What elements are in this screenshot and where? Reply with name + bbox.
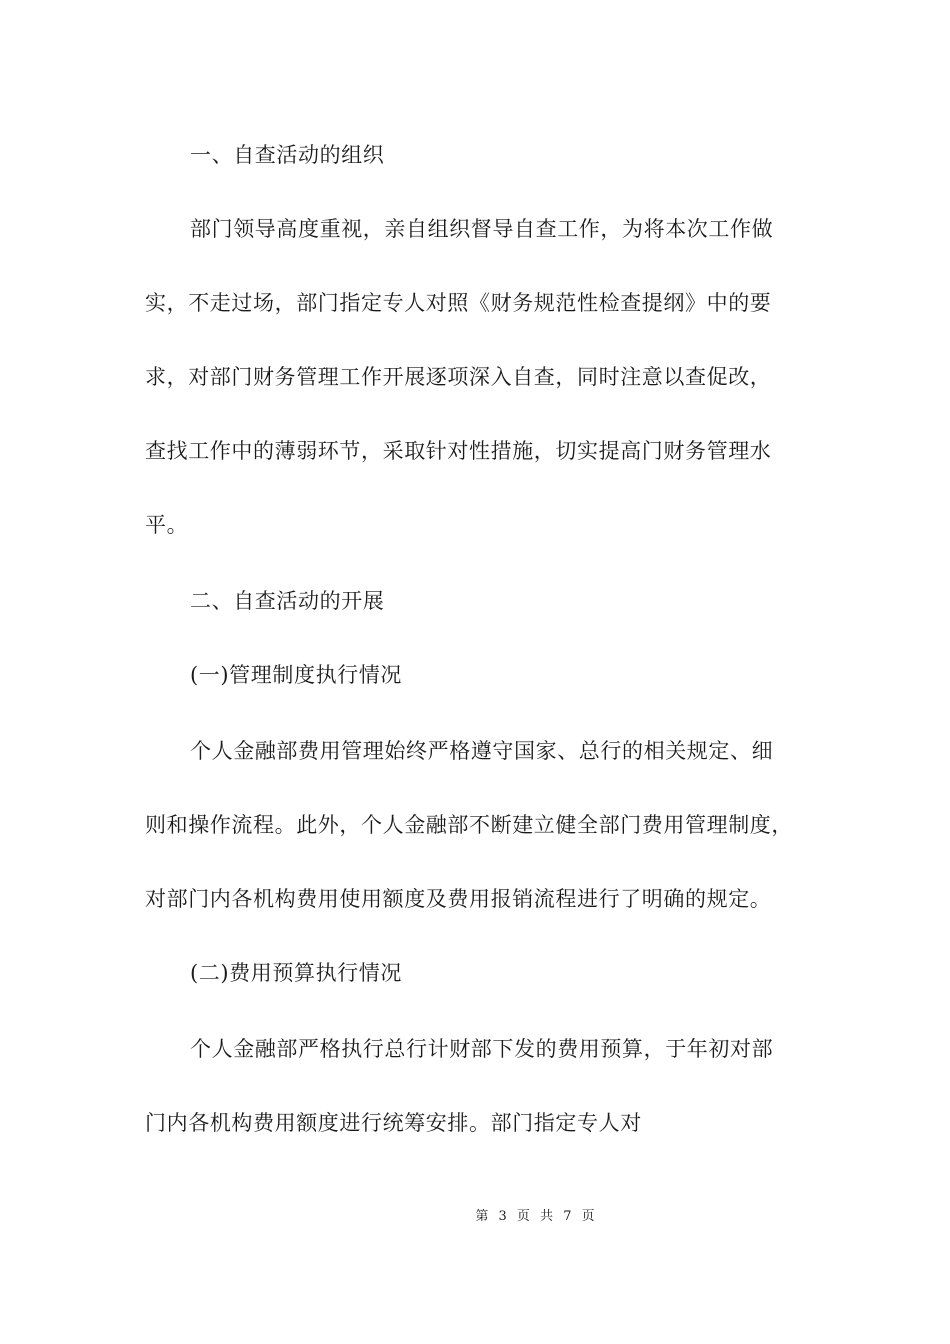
section-heading-development: 二、自查活动的开展 xyxy=(190,589,385,613)
paragraph-line: 求，对部门财务管理工作开展逐项深入自查，同时注意以查促改， xyxy=(145,365,772,389)
paragraph-line: 查找工作中的薄弱环节，采取针对性措施，切实提高门财务管理水 xyxy=(145,439,772,463)
paragraph-line: 个人金融部严格执行总行计财部下发的费用预算，于年初对部 xyxy=(190,1037,774,1061)
paragraph-line: 个人金融部费用管理始终严格遵守国家、总行的相关规定、细 xyxy=(190,739,774,763)
paragraph-line: 实，不走过场，部门指定专人对照《财务规范性检查提纲》中的要 xyxy=(145,291,772,315)
page-number-footer: 第 3 页 共 7 页 xyxy=(475,1209,595,1224)
subsection-heading-management-system: (一)管理制度执行情况 xyxy=(190,663,402,687)
paragraph-line: 则和操作流程。此外，个人金融部不断建立健全部门费用管理制度， xyxy=(145,813,793,837)
subsection-heading-budget: (二)费用预算执行情况 xyxy=(190,961,402,985)
paragraph-line: 部门领导高度重视，亲自组织督导自查工作，为将本次工作做 xyxy=(190,217,774,241)
section-heading-organization: 一、自查活动的组织 xyxy=(190,143,385,167)
paragraph-line: 对部门内各机构费用使用额度及费用报销流程进行了明确的规定。 xyxy=(145,887,772,911)
paragraph-line: 门内各机构费用额度进行统筹安排。部门指定专人对 xyxy=(145,1111,642,1135)
paragraph-line: 平。 xyxy=(145,513,189,537)
